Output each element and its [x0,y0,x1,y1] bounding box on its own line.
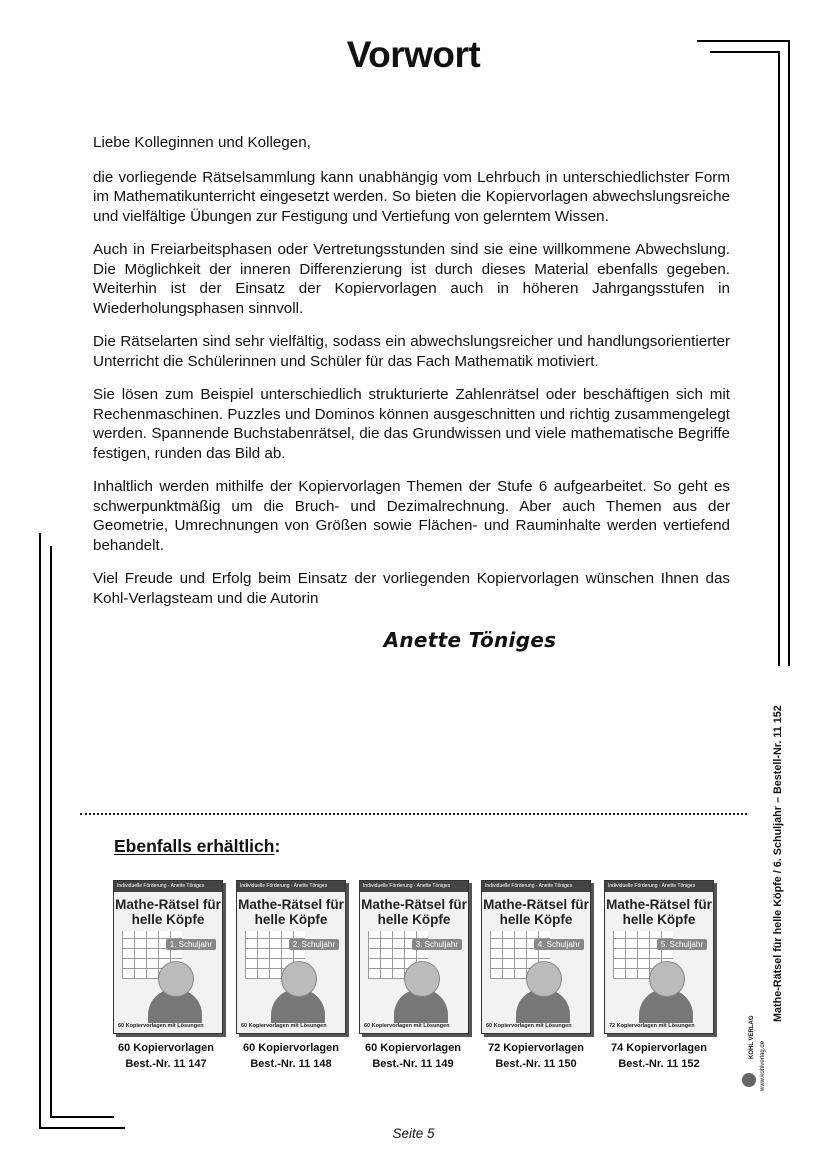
book-series: Individuelle Förderung · Anette Töniges [360,881,468,892]
book-caption-count: 72 Kopiervorlagen [488,1042,584,1054]
book-caption-number: Best.-Nr. 11 152 [618,1058,700,1070]
paragraph: Die Rätselarten sind sehr vielfältig, sodass ein abwechslungsreicher und handlungsorientierter Unterricht die Schülerinnen und Schüler für das Fach Mathematik motiviert. [93,333,730,370]
book-title: Mathe-Rätsel für helle Köpfe [483,897,589,927]
book-caption [101,1040,231,1072]
grade-label: 2. Schuljahr [289,939,339,950]
book-series: Individuelle Förderung · Anette Töniges [482,881,590,892]
book-cover[interactable] [236,880,346,1034]
book-caption-count: 74 Kopiervorlagen [611,1042,707,1054]
book-cover-footer: 60 Kopiervorlagen mit Lösungen [486,1023,572,1029]
grade-label: 4. Schuljahr [534,939,584,950]
book-series: Individuelle Förderung · Anette Töniges [605,881,713,892]
book-series: Individuelle Förderung · Anette Töniges [114,881,222,892]
book-caption [348,1040,478,1072]
also-available-heading: Ebenfalls erhältlich: [114,836,281,856]
frame-line-left-outer [39,533,41,1129]
dotted-divider [80,813,747,815]
book-cover-footer: 60 Kopiervorlagen mit Lösungen [364,1023,450,1029]
child-face [158,961,194,997]
book-series: Individuelle Förderung · Anette Töniges [237,881,345,892]
book-title: Mathe-Rätsel für helle Köpfe [361,897,467,927]
book-cover[interactable] [359,880,469,1034]
author-signature: Anette Töniges [383,628,557,652]
book-title: Mathe-Rätsel für helle Köpfe [115,897,221,927]
book-caption [226,1040,356,1072]
child-face [649,961,685,997]
page-title: Vorwort [346,34,481,75]
child-face [281,961,317,997]
book-cover[interactable] [604,880,714,1034]
publisher-logo [741,1015,769,1091]
logo-brand: KOHL VERLAG [749,1015,755,1059]
frame-line-right-outer [788,40,790,666]
side-order-label: Mathe-Rätsel für helle Köpfe / 6. Schuljahr – Bestell-Nr. 11 152 [772,705,784,1022]
book-caption-number: Best.-Nr. 11 147 [125,1058,207,1070]
frame-line-right-inner [778,51,780,666]
book-cover-footer: 72 Kopiervorlagen mit Lösungen [609,1023,695,1029]
grade-label: 1. Schuljahr [166,939,216,950]
publisher-url: www.kohlverlag.de [760,1040,766,1091]
book-caption [594,1040,724,1072]
paragraph: die vorliegende Rätselsammlung kann unabhängig vom Lehrbuch in unterschiedlichster Form im Mathematikunterricht eingesetzt werden. So bieten die Kopiervorlagen abwechslungsreiche und vielfältige Übungen zur Festigung und Vertiefung von gelerntem Wissen. [93,168,730,225]
grade-label: 5. Schuljahr [657,939,707,950]
paragraph: Inhaltlich werden mithilfe der Kopiervorlagen Themen der Stufe 6 aufgearbeitet. So geht es schwerpunktmäßig um die Bruch- und Dezimalrechnung. Aber auch Themen aus der Geometrie, Umrechnungen von Größen sowie Flächen- und Rauminhalte werden vertiefend behandelt. [93,478,730,554]
frame-line-bottom-inner [50,1116,114,1118]
book-caption-count: 60 Kopiervorlagen [243,1042,339,1054]
preface-body [93,133,730,622]
book-caption-number: Best.-Nr. 11 148 [250,1058,332,1070]
tree-logo-icon [742,1073,756,1087]
book-title: Mathe-Rätsel für helle Köpfe [238,897,344,927]
grade-label: 3. Schuljahr [412,939,462,950]
book-caption-number: Best.-Nr. 11 149 [372,1058,454,1070]
book-cover-footer: 60 Kopiervorlagen mit Lösungen [241,1023,327,1029]
page-number: Seite 5 [392,1126,435,1141]
book-caption-count: 60 Kopiervorlagen [118,1042,214,1054]
paragraph: Sie lösen zum Beispiel unterschiedlich strukturierte Zahlenrätsel oder beschäftigen sich mit Rechenmaschinen. Puzzles und Dominos können ausgeschnitten und richtig zusammengelegt werden. Spannende Buchstabenrätsel, die das Grundwissen und viele mathematische Begriffe festigen, runden das Bild ab. [93,386,730,462]
book-caption-count: 60 Kopiervorlagen [365,1042,461,1054]
greeting: Liebe Kolleginnen und Kollegen, [93,134,311,151]
book-caption [471,1040,601,1072]
book-cover[interactable] [481,880,591,1034]
child-face [404,961,440,997]
paragraph: Viel Freude und Erfolg beim Einsatz der vorliegenden Kopiervorlagen wünschen Ihnen das Kohl-Verlagsteam und die Autorin [93,570,730,607]
book-cover-footer: 60 Kopiervorlagen mit Lösungen [118,1023,204,1029]
book-cover[interactable] [113,880,223,1034]
child-face [526,961,562,997]
book-title: Mathe-Rätsel für helle Köpfe [606,897,712,927]
book-caption-number: Best.-Nr. 11 150 [495,1058,577,1070]
paragraph: Auch in Freiarbeitsphasen oder Vertretungsstunden sind sie eine willkommene Abwechslung. Die Möglichkeit der inneren Differenzierung ist durch dieses Material ebenfalls gegeben. Weiterhin ist der Einsatz der Kopiervorlagen auch in höheren Jahrgangsstufen in Wiederholungsphasen sinnvoll. [93,241,730,317]
